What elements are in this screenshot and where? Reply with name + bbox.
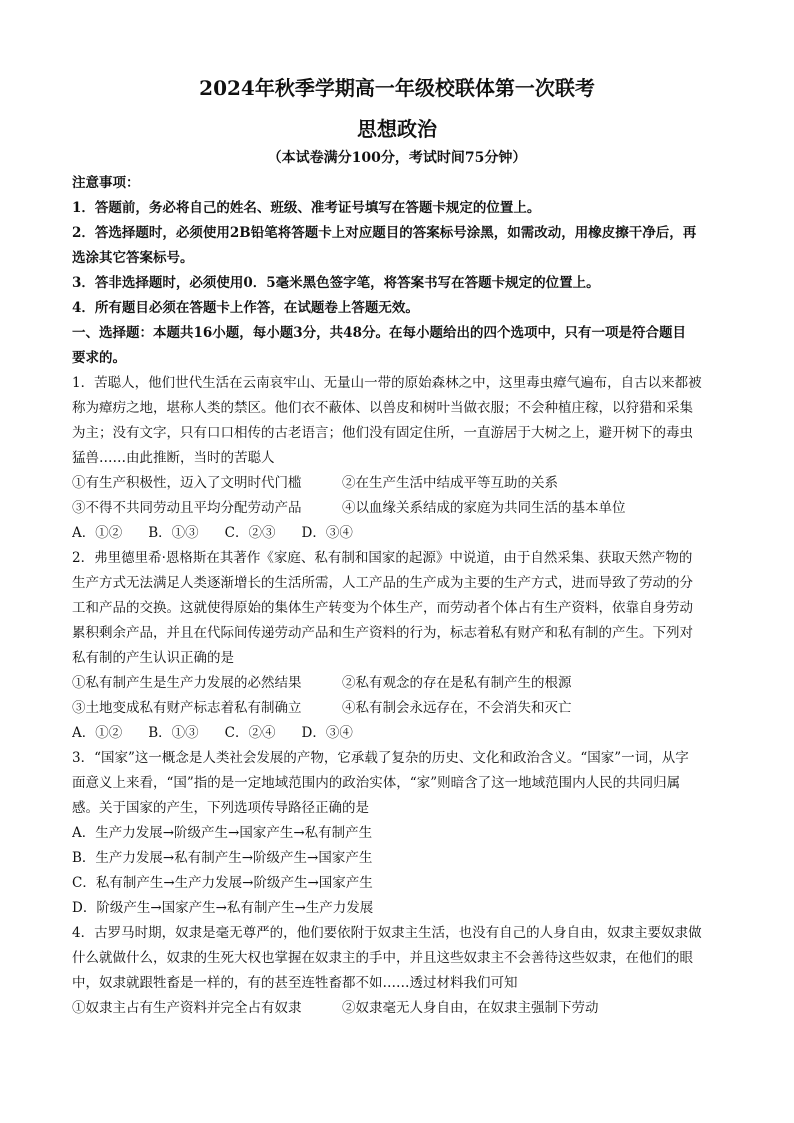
subject-title: 思想政治 bbox=[357, 117, 437, 141]
q4-option-1: ①奴隶主占有生产资料并完全占有奴隶 bbox=[72, 1000, 302, 1016]
q2-stem-line: 累积剩余产品，并且在代际间传递劳动产品和生产资料的行为，标志着私有财产和私有制的产生。下列对 bbox=[72, 625, 693, 641]
q2-option-3: ③土地变成私有财产标志着私有制确立 bbox=[72, 700, 302, 716]
q2-options-row bbox=[72, 696, 724, 721]
notice-line: 4．所有题目必须在答题卡上作答，在试题卷上答题无效。 bbox=[72, 300, 419, 316]
q3-stem-line: 面意义上来看，“国”指的是一定地域范围内的政治实体，“家”则暗含了这一地域范围内人民的共同归属 bbox=[72, 775, 681, 791]
notice-line: 3．答非选择题时，必须使用0．5毫米黑色签字笔，将答案书写在答题卡规定的位置上。 bbox=[72, 275, 600, 291]
q1-choice-d: D．③④ bbox=[301, 525, 353, 541]
q1-option-3: ③不得不共同劳动且平均分配劳动产品 bbox=[72, 500, 302, 516]
q4-options-row bbox=[72, 996, 724, 1021]
q2-stem-line: 工和产品的交换。这就使得原始的集体生产转变为个体生产，而劳动者个体占有生产资料，依靠自身劳动 bbox=[72, 600, 693, 616]
q2-options-row bbox=[72, 671, 724, 696]
notice-heading: 注意事项： bbox=[72, 175, 140, 191]
notice-line: 2．答选择题时，必须使用2B铅笔将答题卡上对应题目的答案标号涂黑，如需改动，用橡皮擦干净后，再 bbox=[72, 225, 697, 241]
exam-content bbox=[72, 171, 724, 1021]
q3-stem-line: 感。关于国家的产生，下列选项传导路径正确的是 bbox=[72, 800, 369, 816]
exam-title: 2024年秋季学期高一年级校联体第一次联考 bbox=[199, 76, 595, 100]
q1-stem-line: 1．苦聪人，他们世代生活在云南哀牢山、无量山一带的原始森林之中，这里毒虫瘴气遍布，自古以来都被 bbox=[72, 375, 702, 391]
section-heading: 一、选择题：本题共16小题，每小题3分，共48分。在每小题给出的四个选项中，只有一项是符合题目 bbox=[72, 325, 686, 341]
q4-stem-line: 4．古罗马时期，奴隶是毫无尊严的，他们要依附于奴隶主生活，也没有自己的人身自由，奴隶主要奴隶做 bbox=[72, 925, 702, 941]
q1-choice-b: B．①③ bbox=[148, 525, 199, 541]
q4-stem-line: 中，奴隶就跟牲畜是一样的，有的甚至连牲畜都不如……透过材料我们可知 bbox=[72, 975, 518, 991]
q2-option-2: ②私有观念的存在是私有制产生的根源 bbox=[342, 675, 572, 691]
q3-stem-line: 3．“国家”这一概念是人类社会发展的产物，它承载了复杂的历史、文化和政治含义。“国家”一词，从字 bbox=[72, 750, 689, 766]
exam-note: （本试卷满分100分，考试时间75分钟） bbox=[267, 150, 527, 166]
q1-choice-a: A．①② bbox=[72, 525, 123, 541]
q2-choices bbox=[72, 721, 724, 746]
q2-choice-d: D．③④ bbox=[301, 725, 353, 741]
notice-line: 1．答题前，务必将自己的姓名、班级、准考证号填写在答题卡规定的位置上。 bbox=[72, 200, 541, 216]
q2-stem-line: 生产方式无法满足人类逐渐增长的生活所需，人工产品的生产成为主要的生产方式，进而导致了劳动的分 bbox=[72, 575, 693, 591]
q1-choices bbox=[72, 521, 724, 546]
q1-choice-c: C．②③ bbox=[224, 525, 276, 541]
q1-options-row bbox=[72, 471, 724, 496]
q1-stem-line: 猛兽……由此推断，当时的苦聪人 bbox=[72, 450, 275, 466]
q1-stem-line: 为主；没有文字，只有口口相传的古老语言；他们没有固定住所，一直游居于大树之上，避开树下的毒虫 bbox=[72, 425, 693, 441]
q3-option-c: C．私有制产生→生产力发展→阶级产生→国家产生 bbox=[72, 875, 373, 891]
q3-option-d: D．阶级产生→国家产生→私有制产生→生产力发展 bbox=[72, 900, 374, 916]
notice-line: 选涂其它答案标号。 bbox=[72, 250, 194, 266]
q2-option-4: ④私有制会永远存在，不会消失和灭亡 bbox=[342, 700, 572, 716]
q1-options-row bbox=[72, 496, 724, 521]
q4-stem-line: 什么就做什么，奴隶的生死大权也掌握在奴隶主的手中，并且这些奴隶主不会善待这些奴隶，在他们的眼 bbox=[72, 950, 693, 966]
q1-option-1: ①有生产积极性，迈入了文明时代门槛 bbox=[72, 475, 302, 491]
q1-stem-line: 称为瘴疠之地，堪称人类的禁区。他们衣不蔽体、以兽皮和树叶当做衣服；不会种植庄稼，以狩猎和采集 bbox=[72, 400, 693, 416]
q3-option-a: A．生产力发展→阶级产生→国家产生→私有制产生 bbox=[72, 825, 373, 841]
section-heading: 要求的。 bbox=[72, 350, 126, 366]
q2-choice-a: A．①② bbox=[72, 725, 123, 741]
q2-option-1: ①私有制产生是生产力发展的必然结果 bbox=[72, 675, 302, 691]
q2-stem-line: 2．弗里德里希·恩格斯在其著作《家庭、私有制和国家的起源》中说道，由于自然采集、获取天然产物的 bbox=[72, 550, 693, 566]
q3-option-b: B．生产力发展→私有制产生→阶级产生→国家产生 bbox=[72, 850, 373, 866]
q4-option-2: ②奴隶毫无人身自由，在奴隶主强制下劳动 bbox=[342, 1000, 599, 1016]
q1-option-2: ②在生产生活中结成平等互助的关系 bbox=[342, 475, 558, 491]
q2-choice-c: C．②④ bbox=[224, 725, 276, 741]
q1-option-4: ④以血缘关系结成的家庭为共同生活的基本单位 bbox=[342, 500, 626, 516]
q2-choice-b: B．①③ bbox=[148, 725, 199, 741]
q2-stem-line: 私有制的产生认识正确的是 bbox=[72, 650, 234, 666]
